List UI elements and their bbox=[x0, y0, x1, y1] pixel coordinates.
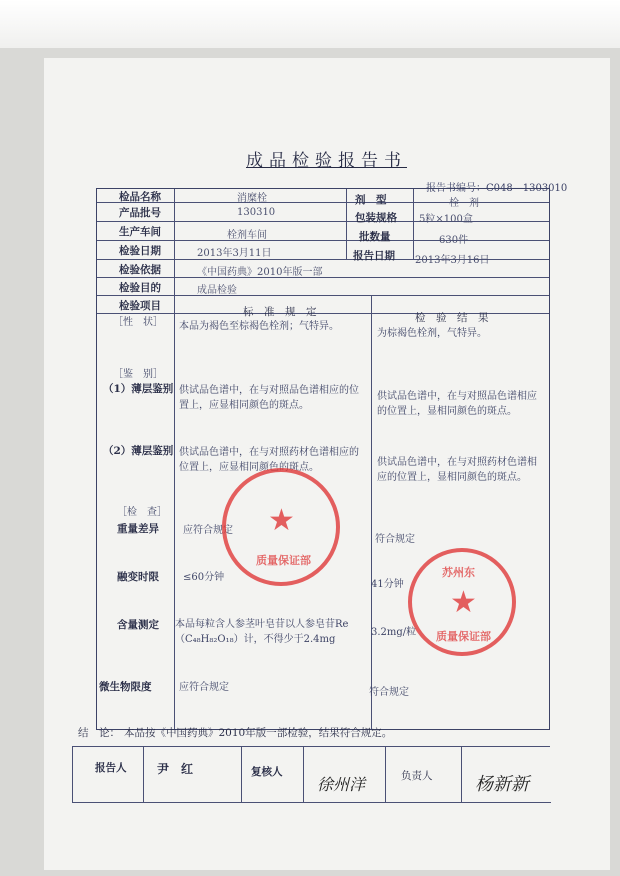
assay-label: 含量测定 bbox=[117, 619, 159, 631]
reviewer-signature: 徐州洋 bbox=[317, 775, 366, 794]
weight-result: 符合规定 bbox=[375, 534, 415, 545]
col-line bbox=[413, 189, 414, 259]
sig-divider bbox=[385, 746, 386, 802]
sig-divider bbox=[303, 746, 304, 802]
seal-star-icon: ★ bbox=[268, 503, 295, 538]
right-seal-org: 苏州东 bbox=[442, 566, 475, 579]
col-line bbox=[371, 295, 372, 729]
tlc1-label: （1）薄层鉴别 bbox=[103, 383, 174, 395]
seal-star-icon: ★ bbox=[450, 585, 477, 620]
check-label: ［检 查］ bbox=[117, 507, 167, 518]
identify-label: ［鉴 别］ bbox=[113, 369, 163, 380]
product-name-value: 消糜栓 bbox=[237, 193, 267, 204]
scan-top-strip bbox=[0, 0, 620, 48]
document-title: 成品检验报告书 bbox=[246, 151, 407, 171]
batch-value: 130310 bbox=[237, 207, 276, 218]
spec-label: 包装规格 bbox=[355, 212, 397, 224]
melt-standard: ≤60分钟 bbox=[183, 572, 225, 583]
tlc2-result: 供试品色谱中，在与对照药材色谱相应的位置上，显相同颜色的斑点。 bbox=[377, 457, 537, 483]
conclusion-row bbox=[72, 716, 550, 747]
basis-label: 检验依据 bbox=[119, 264, 161, 276]
result-header: 检 验 结 果 bbox=[415, 312, 489, 324]
sig-divider bbox=[241, 746, 242, 802]
right-quality-seal bbox=[408, 548, 516, 656]
row-line bbox=[97, 202, 549, 203]
tlc1-standard: 供试品色谱中，在与对照品色谱相应的位置上，应显相同颜色的斑点。 bbox=[179, 385, 359, 411]
right-seal-text: 质量保证部 bbox=[436, 630, 491, 643]
appearance-label: ［性 状］ bbox=[113, 317, 163, 328]
tlc2-standard: 供试品色谱中，在与对照药材色谱相应的位置上，应显相同颜色的斑点。 bbox=[179, 447, 359, 473]
row-line bbox=[97, 295, 549, 296]
weight-standard: 应符合规定 bbox=[183, 525, 233, 536]
dosage-form-value: 栓 剂 bbox=[449, 198, 479, 209]
melt-label: 融变时限 bbox=[117, 571, 159, 583]
report-date-value: 2013年3月16日 bbox=[415, 255, 490, 266]
test-date-value: 2013年3月11日 bbox=[197, 248, 272, 259]
tlc1-result: 供试品色谱中，在与对照品色谱相应的位置上，显相同颜色的斑点。 bbox=[377, 391, 537, 417]
melt-result: 41分钟 bbox=[371, 579, 404, 590]
dosage-form-label: 剂 型 bbox=[355, 194, 387, 206]
standard-header: 标 准 规 定 bbox=[243, 306, 317, 318]
head-label: 负责人 bbox=[401, 770, 433, 782]
quantity-label: 批数量 bbox=[359, 231, 391, 243]
left-quality-seal bbox=[222, 468, 340, 586]
conclusion-label: 结 论： bbox=[78, 727, 120, 739]
reporter-label: 报告人 bbox=[95, 762, 127, 774]
micro-standard: 应符合规定 bbox=[179, 682, 229, 693]
workshop-label: 生产车间 bbox=[119, 226, 161, 238]
product-name-label: 检品名称 bbox=[119, 191, 161, 203]
weight-label: 重量差异 bbox=[117, 523, 159, 535]
purpose-label: 检验目的 bbox=[119, 282, 161, 294]
spec-value: 5粒×100盒 bbox=[419, 214, 473, 225]
assay-result: 3.2mg/粒 bbox=[371, 627, 417, 638]
quantity-value: 630件 bbox=[439, 235, 469, 246]
reviewer-label: 复核人 bbox=[251, 766, 283, 778]
reporter-name: 尹 红 bbox=[157, 762, 194, 776]
assay-standard: 本品每粒含人参茎叶皂苷以人参皂苷Re（C₄₈H₈₂O₁₈）计，不得少于2.4mg bbox=[175, 619, 349, 645]
appearance-result: 为棕褐色栓剂，气特异。 bbox=[377, 328, 487, 339]
report-number: 报告书编号：C048—1303010 bbox=[426, 183, 568, 194]
basis-value: 《中国药典》2010年版一部 bbox=[197, 267, 323, 278]
conclusion-text: 本品按《中国药典》2010年版一部检验，结果符合规定。 bbox=[124, 727, 393, 739]
row-line bbox=[97, 277, 549, 278]
appearance-standard: 本品为褐色至棕褐色栓剂；气特异。 bbox=[179, 321, 339, 332]
signature-row bbox=[72, 746, 551, 803]
left-seal-text: 质量保证部 bbox=[256, 554, 311, 567]
batch-label: 产品批号 bbox=[119, 207, 161, 219]
micro-label: 微生物限度 bbox=[99, 681, 152, 693]
row-line bbox=[97, 240, 549, 241]
col-line bbox=[346, 189, 347, 259]
report-date-label: 报告日期 bbox=[353, 250, 395, 262]
items-label: 检验项目 bbox=[119, 300, 161, 312]
test-date-label: 检验日期 bbox=[119, 245, 161, 257]
workshop-value: 栓剂车间 bbox=[227, 230, 267, 241]
tlc2-label: （2）薄层鉴别 bbox=[103, 445, 174, 457]
col-line bbox=[174, 189, 175, 729]
purpose-value: 成品检验 bbox=[197, 285, 237, 296]
head-signature: 杨新新 bbox=[475, 774, 529, 795]
sig-divider bbox=[461, 746, 462, 802]
micro-result: 符合规定 bbox=[369, 687, 409, 698]
sig-divider bbox=[143, 746, 144, 802]
row-line bbox=[97, 221, 549, 222]
